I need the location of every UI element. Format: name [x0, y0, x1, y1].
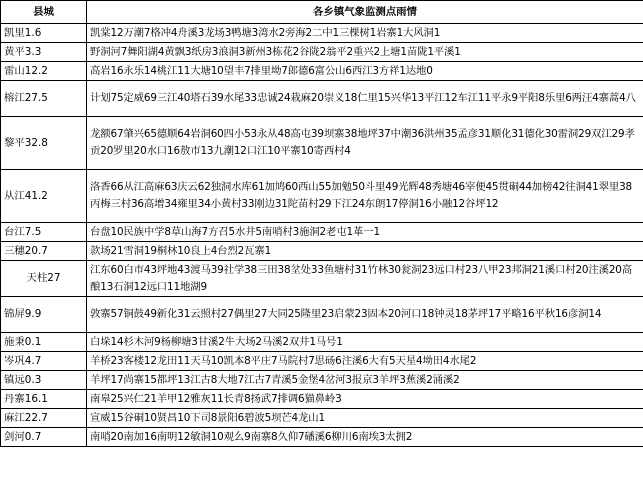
- station-rainfall-cell: 野洞河7舞阳湖4黄飘3纸房3浪洞3新州3栋花2谷陇2翁平2重兴2上塘1苗陇1平溪1: [87, 43, 643, 62]
- rain-detail-column-header: 各乡镇气象监测点雨情: [87, 1, 643, 24]
- county-column-header: 县城: [1, 1, 87, 24]
- county-cell: 黄平3.3: [1, 43, 87, 62]
- county-cell: 黎平32.8: [1, 117, 87, 170]
- station-rainfall-cell: 敦寨57铜鼓49新化31云照村27偶里27大同25隆里23启蒙23固本20河口18钟灵18茅坪17平略16平秋16彦洞14: [87, 297, 643, 333]
- station-rainfall-cell: 高岩16永乐14桃江11大塘10望丰7排里坳7郎德6富公山6西江3方祥1达地0: [87, 62, 643, 81]
- county-cell: 麻江22.7: [1, 409, 87, 428]
- county-cell: 三穗20.7: [1, 242, 87, 261]
- station-rainfall-cell: 羊坪17尚寨15都坪13江古8大地7江古7青溪5金堡4岔河3报京3羊坪3蕉溪2涌溪2: [87, 371, 643, 390]
- table-row: [1, 371, 643, 390]
- station-rainfall-cell: 洛香66从江高麻63庆云62独洞水库61加鸠60西山55加勉50斗里49光辉48秀塘46宰便45贯硐44加榜42往洞41翠里38丙梅三村36高增34雍里34小黄村33刚边31陀苗村29下江24东朗17停洞16小融12谷坪12: [87, 170, 643, 223]
- station-rainfall-cell: 款场21雪洞19桐林10良上4台烈2瓦寨1: [87, 242, 643, 261]
- station-rainfall-cell: 宣威15谷硐10贤昌10下司8景阳6碧波5坝芒4龙山1: [87, 409, 643, 428]
- county-cell: 从江41.2: [1, 170, 87, 223]
- county-cell: 剑河0.7: [1, 428, 87, 447]
- station-rainfall-cell: 南哨20南加16南明12敏洞10观么9南寨8久仰7磻溪6柳川6南埃3太拥2: [87, 428, 643, 447]
- table-row: [1, 352, 643, 371]
- table-row: [1, 170, 643, 223]
- county-cell: 凯里1.6: [1, 24, 87, 43]
- county-cell: 天柱27: [1, 261, 87, 297]
- table-row: [1, 261, 643, 297]
- county-cell: 镇远0.3: [1, 371, 87, 390]
- station-rainfall-cell: 台盘10民族中学8草山海7方召5水井5南哨村3施洞2老屯1革一1: [87, 223, 643, 242]
- table-row: [1, 297, 643, 333]
- table-row: [1, 428, 643, 447]
- county-cell: 雷山12.2: [1, 62, 87, 81]
- station-rainfall-cell: 羊桥23客楼12龙田11天马10凯本8平庄7马院村7思砀6注溪6大有5天星4坳田4水尾2: [87, 352, 643, 371]
- county-cell: 台江7.5: [1, 223, 87, 242]
- station-rainfall-cell: 白垛14杉木河9杨柳塘3甘溪2牛大场2马溪2双井1马号1: [87, 333, 643, 352]
- table-row: [1, 117, 643, 170]
- table-row: [1, 333, 643, 352]
- table-row: [1, 242, 643, 261]
- table-row: [1, 409, 643, 428]
- county-cell: 丹寨16.1: [1, 390, 87, 409]
- county-cell: 岑巩4.7: [1, 352, 87, 371]
- station-rainfall-cell: 南皋25兴仁21羊甲12雅灰11长青8扬武7排调6猫鼻岭3: [87, 390, 643, 409]
- county-cell: 施秉0.1: [1, 333, 87, 352]
- table-header-row: [1, 1, 643, 24]
- station-rainfall-cell: 凯棠12万潮7格冲4舟溪3龙场3鸭塘3湾水2旁海2二中1三棵树1岩寨1大风洞1: [87, 24, 643, 43]
- station-rainfall-cell: 计划75定威69三江40塔石39水尾33忠诚24栽麻20崇义18仁里15兴华13平江12车江11平永9平阳8乐里6两汪4寨蒿4八: [87, 81, 643, 117]
- county-cell: 锦屏9.9: [1, 297, 87, 333]
- station-rainfall-cell: 龙额67肇兴65德顺64岩洞60四小53永从48高屯39坝寨38地坪37中潮36洪州35孟彦31顺化31德化30雷洞29双江29孝贡20罗里20水口16敖市13九潮12口江10平寨10寄西村4: [87, 117, 643, 170]
- table-row: [1, 43, 643, 62]
- table-row: [1, 223, 643, 242]
- table-row: [1, 390, 643, 409]
- table-row: [1, 81, 643, 117]
- county-cell: 榕江27.5: [1, 81, 87, 117]
- station-rainfall-cell: 江东60白市43坪地43渡马39社学38三田38坌处33鱼塘村31竹林30瓮洞23远口村23八甲23邦洞21溪口村20注溪20高酿13石洞12远口11地湖9: [87, 261, 643, 297]
- table-row: [1, 62, 643, 81]
- table-row: [1, 24, 643, 43]
